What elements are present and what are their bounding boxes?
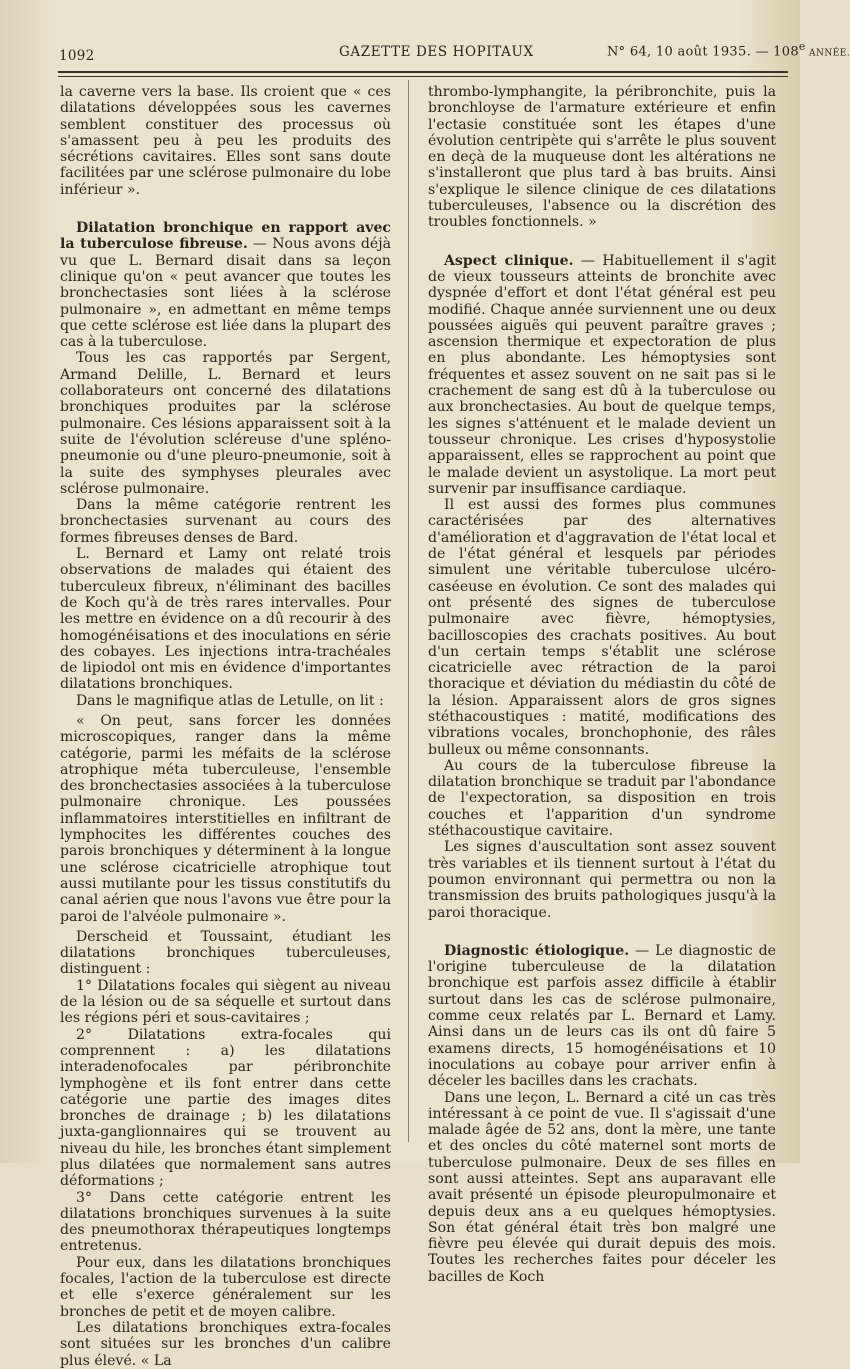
paragraph [60,220,391,350]
list-item: 1° Dilatations focales qui siègent au niveau de la lésion ou de sa séquelle et surtout dans les régions péri et sous-cavitaires ; [60,977,391,1027]
paragraph: Pour eux, dans les dilatations bronchiques focales, l'action de la tuberculose est directe et elle s'exerce généralement sur les bronches de petit et de moyen calibre. [60,1254,391,1320]
issue-suffix: ANNÉE. [805,48,850,59]
paragraph [428,943,776,1090]
page-header [56,36,850,66]
paragraph: thrombo-lymphangite, la péribronchite, puis la bronchloyse de l'armature extérieure et enfin l'ectasie constituée sont les étapes d'une évolution centripète qui s'arrête le plus souvent en deçà de la muqueuse dont les altérations ne s'installeront que plus tard à bas bruits. Ainsi s'explique le silence clinique de ces dilatations tuberculeuses, l'absence ou la discrétion des troubles fonctionnels. » [428,84,776,231]
paragraph: Il est aussi des formes plus communes caractérisées par des alternatives d'amélioration et d'aggravation de l'état local et de l'état général et lesquels par périodes simulent une véritable tuberculose ulcéro-caséeuse en évolution. Ce sont des malades qui ont présenté des signes de tuberculose pulmonaire avec fièvre, hémoptysies, bacilloscopies des crachats positives. Au bout d'un certain temps s'établit une sclérose cicatricielle avec rétraction de la paroi thoracique et déviation du médiastin du côté de la lésion. Apparaissent alors de gros signes stéthacoustiques : matité, modifications des vibrations vocales, bronchophonie, des râles bulleux ou même consonnants. [428,497,776,758]
section-heading: Dilatation bronchique en rapport avec la tuberculose fibreuse. [60,220,391,253]
column-divider [408,80,409,1142]
header-rule-thin [58,76,788,77]
paragraph: Dans une leçon, L. Bernard a cité un cas très intéressant à ce point de vue. Il s'agissait d'une malade âgée de 52 ans, dont la mère, une tante et des oncles du côté maternel sont morts de tuberculose pulmonaire. Deux de ses filles en sont aussi atteintes. Sept ans auparavant elle avait présenté un épisode pleuropulmonaire et depuis deux ans a eu quelques hémoptysies. Son état général était très bon malgré une fièvre peu élevée qui durait depuis des mois. Toutes les recherches faites pour déceler les bacilles de Koch [428,1089,776,1285]
paragraph: Derscheid et Toussaint, étudiant les dilatations bronchiques tuberculeuses, distinguent : [60,928,391,978]
paragraph: Tous les cas rapportés par Sergent, Armand Delille, L. Bernard et leurs collaborateurs ont concerné des dilatations bronchiques produites par la sclérose pulmonaire. Ces lésions apparaissent soit à la suite de l'évolution scléreuse d'une spléno-pneumonie ou d'une pleuro-pneumonie, soit à la suite des symphyses pleurales avec sclérose pulmonaire. [60,350,391,497]
issue-info [607,40,850,59]
paragraph: Les dilatations bronchiques extra-focales sont situées sur les bronches d'un calibre plus élevé. « La [60,1319,391,1369]
paragraph: L. Bernard et Lamy ont relaté trois observations de malades qui étaient des tuberculeux fibreux, n'éliminant des bacilles de Koch qu'à de très rares intervalles. Pour les mettre en évidence on a dû recourir à des homogénéisations et des inoculations en série des cobayes. Les injections intra-trachéales de lipiodol ont mis en évidence d'importantes dilatations bronchiques. [60,546,391,693]
header-rule-thick [58,71,788,73]
paragraph: Les signes d'auscultation sont assez souvent très variables et ils tiennent surtout à l'état du poumon environnant qui permettra ou non la transmission des bruits pathologiques jusqu'à la paroi thoracique. [428,839,776,921]
journal-title: GAZETTE DES HOPITAUX [339,44,534,60]
paragraph [428,253,776,497]
issue-text: N° 64, 10 août 1935. — 108 [607,44,799,60]
section-heading: Aspect clinique. [444,252,574,269]
list-item: 3° Dans cette catégorie entrent les dilatations bronchiques survenues à la suite des pneumothorax thérapeutiques longtemps entretenus. [60,1189,391,1255]
paragraph-body: — Le diagnostic de l'origine tuberculeuse de la dilatation bronchique est parfois assez difficile à établir surtout dans les cas de sclérose pulmonaire, comme ceux relatés par L. Bernard et Lamy. Ainsi dans un de leurs cas ils ont dû faire 5 examens directs, 15 homogénéisations et 10 inoculations au cobaye pour arriver enfin à déceler les bacilles dans les crachats. [428,942,776,1090]
section-heading: Diagnostic étiologique. [444,942,630,959]
page-number: 1092 [59,48,95,64]
left-column [60,84,391,1369]
issue-sup: e [798,40,806,53]
paragraph: la caverne vers la base. Ils croient que « ces dilatations développées sous les cavernes semblent constituer des processus où s'amassent peu à peu les produits des sécrétions cavitaires. Elles sont sans doute facilitées par une sclérose pulmonaire du lobe inférieur ». [60,84,391,198]
paragraph-body: — Nous avons déjà vu que L. Bernard disait dans sa leçon clinique qu'on « peut avancer que toutes les bronchectasies sont liées à la sclérose pulmonaire », en admettant en même temps que cette sclérose est liée dans la plupart des cas à la tuberculose. [60,236,391,351]
paragraph: Dans la même catégorie rentrent les bronchectasies survenant au cours des formes fibreuses denses de Bard. [60,497,391,546]
quotation: « On peut, sans forcer les données microscopiques, ranger dans la même catégorie, parmi les méfaits de la sclérose atrophique méta tuberculeuse, l'ensemble des bronchectasies associées à la tuberculose pulmonaire chronique. Les poussées inflammatoires interstitielles en infiltrant de lymphocites les différentes couches des parois bronchiques y déterminent à la longue une sclérose cicatricielle atrophique tout aussi mutilante pour les tissus constitutifs du canal aérien que nous l'avons vue être pour la paroi de l'alvéole pulmonaire ». [60,712,391,925]
paragraph: Au cours de la tuberculose fibreuse la dilatation bronchique se traduit par l'abondance de l'expectoration, sa disposition en trois couches et l'apparition d'un syndrome stéthacoustique cavitaire. [428,757,776,840]
right-column [428,84,776,1285]
list-item: 2° Dilatations extra-focales qui comprennent : a) les dilatations interadenofocales par péribronchite lymphogène et ils font entrer dans cette catégorie une partie des images dites bronches de drainage ; b) les dilatations juxta-ganglionnaires qui se trouvent au niveau du hile, les bronches étant simplement plus dilatées que normalement sans autres déformations ; [60,1026,391,1190]
paragraph-body: — Habituellement il s'agit de vieux tousseurs atteints de bronchite avec dyspnée d'effort et dont l'état général est peu modifié. Chaque année surviennent une ou deux poussées aiguës qui peuvent paraître graves ; ascension thermique et expectoration de plus en plus abondante. Les hémoptysies sont fréquentes et assez souvent on ne sait pas si le crachement de sang est dû à la tuberculose ou aux bronchectasies. Au bout de quelque temps, les signes s'atténuent et le malade devient un tousseur chronique. Les crises d'hyposystolie apparaissent, elles se rapprochent au point que le malade devient un asystolique. La mort peut survenir par insuffisance cardiaque. [428,252,776,497]
paragraph: Dans le magnifique atlas de Letulle, on lit : [76,692,384,709]
